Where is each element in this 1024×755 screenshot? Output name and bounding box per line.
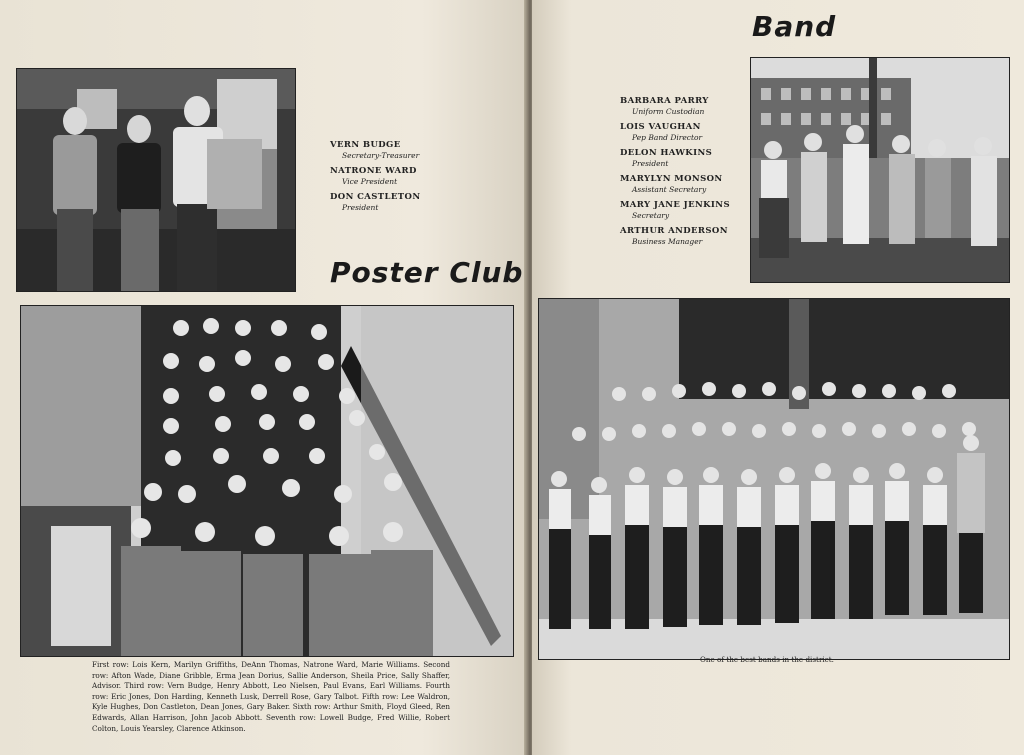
poster-club-roster: First row: Lois Kern, Marilyn Griffiths, DeAnn Thomas, Natrone Ward, Marie Williams. Second row: Afton Wade, Diane Gribble, Erma Jean Dorius, Sallie Anderson, Sheila Price, Sally Shaffer, Advisor. Third row: Vern Budge, Henry Abbott, Leo Nielsen, Paul Evans, Earl Williams. Fourth row: Eric Jones, Don Harding, Kenneth Lusk, Derrell Rose, Gary Talbot. Fifth row: Lee Waldron, Kyle Hughes, Don Castleton, Dean Jones, Gary Baker. Sixth row: Arthur Smith, Floyd Gleed, Ren Edwards, Allan Harrison, John Jacob Abbott. Seventh row: Lowell Budge, Fred Willie, Robert Colton, Louis Yearsley, Clarence Atkinson. bbox=[92, 660, 450, 733]
officer-item bbox=[330, 166, 420, 187]
band-officers-photo bbox=[750, 57, 1010, 283]
officer-title: Pep Band Director bbox=[632, 133, 703, 142]
officer-item bbox=[620, 122, 730, 143]
officer-name: DELON HAWKINS bbox=[620, 148, 713, 158]
poster-club-heading: Poster Club bbox=[330, 256, 524, 289]
officer-name: BARBARA PARRY bbox=[620, 96, 709, 106]
officer-title: Secretary bbox=[632, 211, 670, 220]
officer-item bbox=[620, 96, 730, 117]
officer-name: NATRONE WARD bbox=[330, 166, 417, 176]
officer-name: VERN BUDGE bbox=[330, 140, 401, 150]
officer-title: Vice President bbox=[342, 177, 398, 186]
officer-name: ARTHUR ANDERSON bbox=[620, 226, 728, 236]
officer-title: President bbox=[632, 159, 669, 168]
officer-item bbox=[620, 200, 730, 221]
poster-officers-list bbox=[330, 140, 420, 218]
officer-title: Secretary-Treasurer bbox=[342, 151, 420, 160]
band-heading: Band bbox=[752, 10, 837, 43]
officer-title: Uniform Custodian bbox=[632, 107, 705, 116]
poster-officers-photo bbox=[16, 68, 296, 292]
officer-name: MARYLYN MONSON bbox=[620, 174, 723, 184]
officer-item bbox=[330, 140, 420, 161]
officer-item bbox=[330, 192, 420, 213]
officer-title: Assistant Secretary bbox=[632, 185, 707, 194]
officer-name: DON CASTLETON bbox=[330, 192, 421, 202]
poster-club-group-photo bbox=[20, 305, 514, 657]
officer-title: President bbox=[342, 203, 379, 212]
officer-item bbox=[620, 174, 730, 195]
right-page bbox=[532, 0, 1024, 755]
band-caption: One of the best bands in the district. bbox=[700, 655, 834, 664]
officer-item bbox=[620, 226, 730, 247]
officer-title: Business Manager bbox=[632, 237, 703, 246]
officer-item bbox=[620, 148, 730, 169]
band-group-photo bbox=[538, 298, 1010, 660]
officer-name: LOIS VAUGHAN bbox=[620, 122, 701, 132]
officer-name: MARY JANE JENKINS bbox=[620, 200, 730, 210]
band-officers-list bbox=[620, 96, 730, 252]
